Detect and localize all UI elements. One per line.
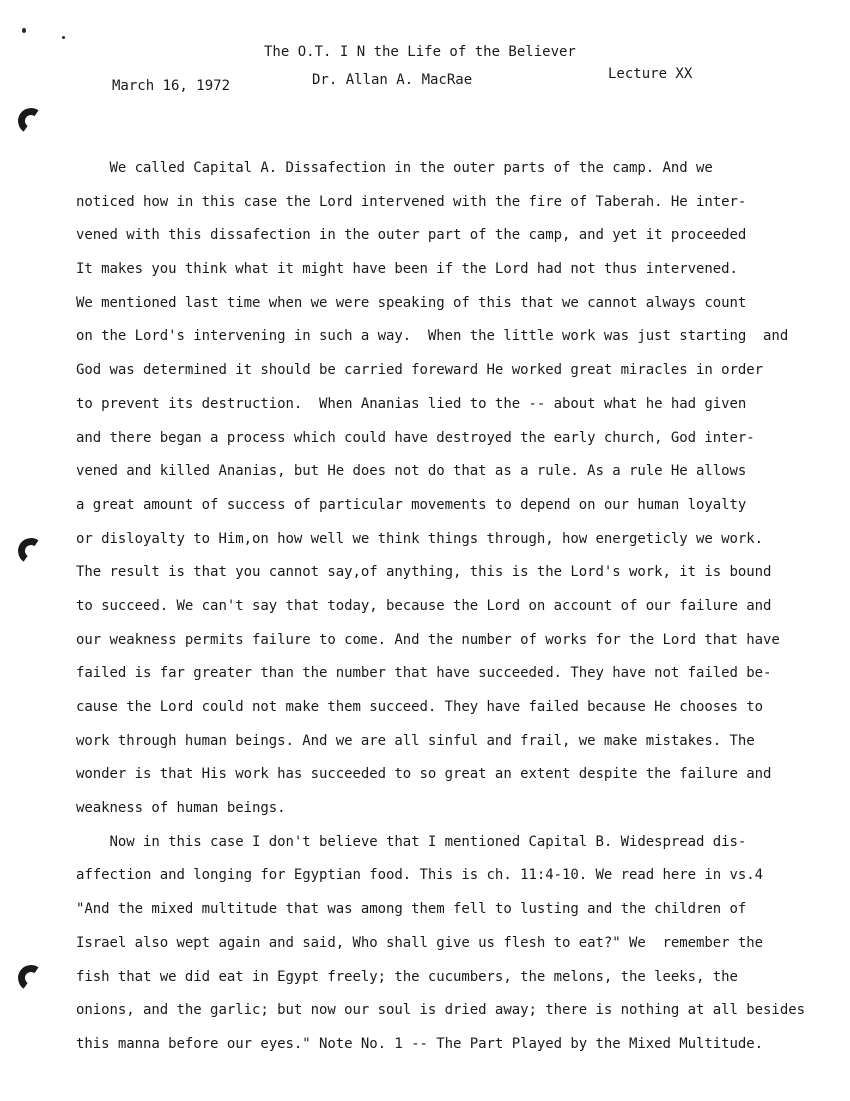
text-line: Now in this case I don't believe that I mentioned Capital B. Widespread dis-: [76, 833, 747, 850]
binder-hole-mark: [16, 963, 46, 993]
text-line: work through human beings. And we are all sinful and frail, we make mistakes. The: [76, 732, 755, 749]
text-line: vened and killed Ananias, but He does not do that as a rule. As a rule He allows: [76, 463, 747, 480]
text-line: wonder is that His work has succeeded to so great an extent despite the failure and: [76, 766, 772, 783]
text-line: fish that we did eat in Egypt freely; the cucumbers, the melons, the leeks, the: [76, 968, 738, 985]
text-line: Israel also wept again and said, Who shall give us flesh to eat?" We remember the: [76, 934, 764, 951]
text-line: We mentioned last time when we were speaking of this that we cannot always count: [76, 294, 747, 311]
text-line: weakness of human beings.: [76, 800, 286, 817]
text-line: on the Lord's intervening in such a way. When the little work was just starting and: [76, 328, 789, 345]
text-line: The result is that you cannot say,of anything, this is the Lord's work, it is bound: [76, 564, 772, 581]
text-line: a great amount of success of particular movements to depend on our human loyalty: [76, 496, 747, 513]
text-line: our weakness permits failure to come. And the number of works for the Lord that have: [76, 631, 780, 648]
body-text: [76, 152, 816, 1062]
text-line: It makes you think what it might have been if the Lord had not thus intervened.: [76, 261, 738, 278]
text-line: this manna before our eyes." Note No. 1 -- The Part Played by the Mixed Multitude.: [76, 1035, 764, 1052]
text-line: failed is far greater than the number that have succeeded. They have not failed be-: [76, 665, 772, 682]
text-line: cause the Lord could not make them succeed. They have failed because He chooses to: [76, 699, 764, 715]
text-line: affection and longing for Egyptian food. This is ch. 11:4-10. We read here in vs.4: [76, 867, 764, 884]
binder-hole-mark: [16, 106, 46, 136]
ink-speck: [62, 36, 65, 39]
text-line: "And the mixed multitude that was among them fell to lusting and the children of: [76, 901, 747, 918]
document-title: The O.T. I N the Life of the Believer: [264, 44, 576, 60]
text-line: God was determined it should be carried foreward He worked great miracles in order: [76, 362, 764, 379]
author-name: Dr. Allan A. MacRae: [312, 72, 473, 88]
text-line: vened with this dissafection in the outer part of the camp, and yet it proceeded: [76, 227, 747, 244]
binder-hole-mark: [16, 536, 46, 566]
text-line: noticed how in this case the Lord intervened with the fire of Taberah. He inter-: [76, 193, 747, 210]
text-line: We called Capital A. Dissafection in the outer parts of the camp. And we: [76, 160, 713, 176]
text-line: or disloyalty to Him,on how well we think things through, how energeticly we work.: [76, 530, 764, 547]
text-line: onions, and the garlic; but now our soul is dried away; there is nothing at all besides: [76, 1002, 805, 1019]
text-line: and there began a process which could have destroyed the early church, God inter-: [76, 429, 755, 446]
text-line: to succeed. We can't say that today, because the Lord on account of our failure and: [76, 597, 772, 614]
text-line: to prevent its destruction. When Ananias lied to the -- about what he had given: [76, 395, 747, 412]
lecture-date: March 16, 1972: [112, 78, 231, 94]
ink-speck: [22, 28, 26, 33]
lecture-number: Lecture XX: [608, 66, 693, 82]
